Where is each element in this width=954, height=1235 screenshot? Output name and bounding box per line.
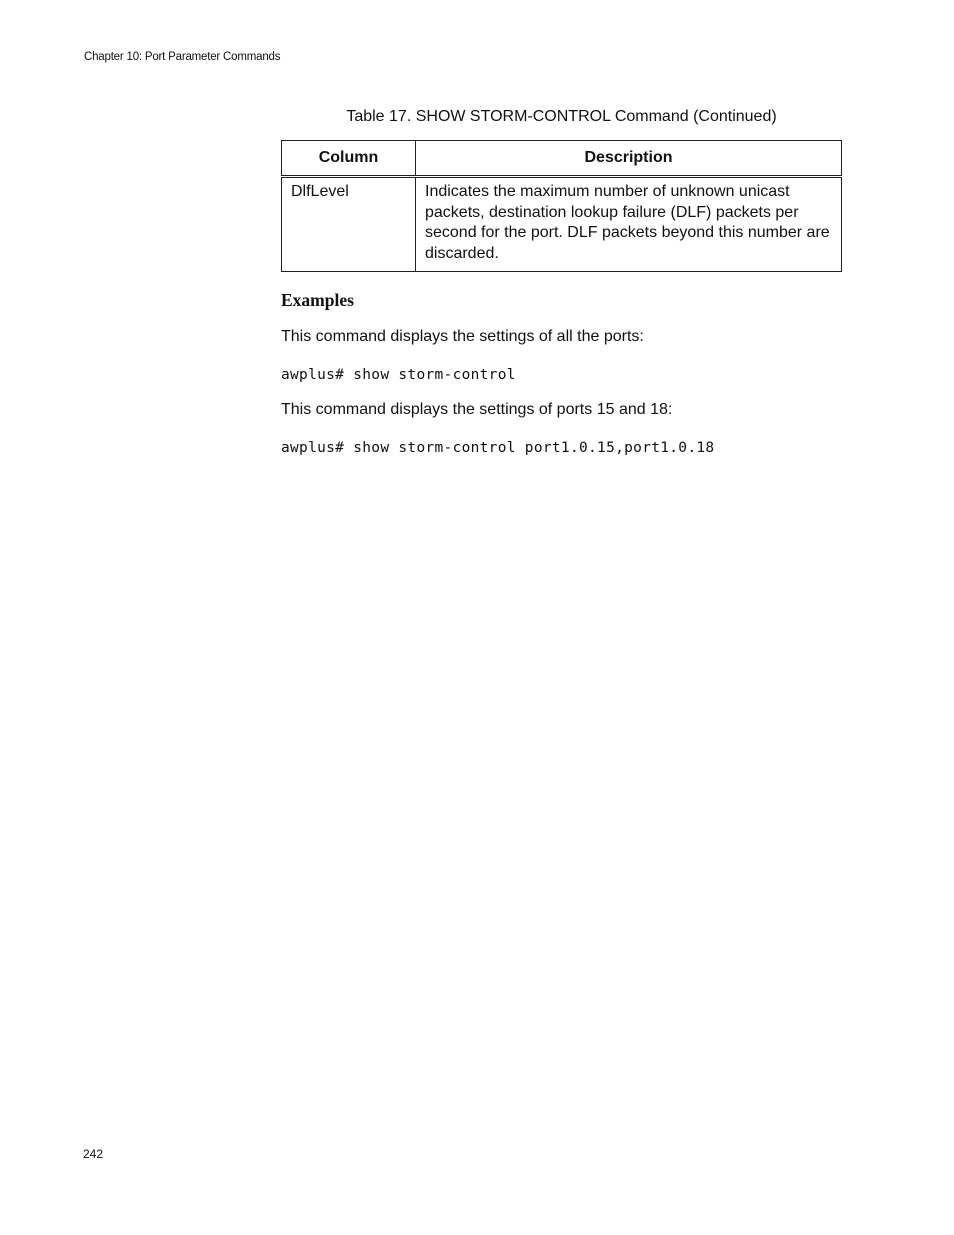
example-command: awplus# show storm-control port1.0.15,port1.0.18 (281, 440, 715, 456)
running-header: Chapter 10: Port Parameter Commands (84, 51, 281, 63)
example-description: This command displays the settings of ports 15 and 18: (281, 401, 673, 418)
table-caption: Table 17. SHOW STORM-CONTROL Command (Continued) (346, 108, 777, 125)
section-heading-examples: Examples (281, 290, 354, 310)
page-number: 242 (83, 1147, 104, 1161)
column-header-column: Column (282, 141, 416, 177)
command-table (281, 140, 842, 272)
table-header-row (282, 141, 842, 177)
cell-description: Indicates the maximum number of unknown unicast packets, destination lookup failure (DLF) packets per second for the port. DLF packets beyond this number are discarded. (416, 177, 842, 272)
cell-column-name: DlfLevel (282, 177, 416, 272)
example-description: This command displays the settings of all the ports: (281, 328, 644, 345)
example-command: awplus# show storm-control (281, 367, 516, 383)
column-header-description: Description (416, 141, 842, 177)
table-row (282, 177, 842, 272)
